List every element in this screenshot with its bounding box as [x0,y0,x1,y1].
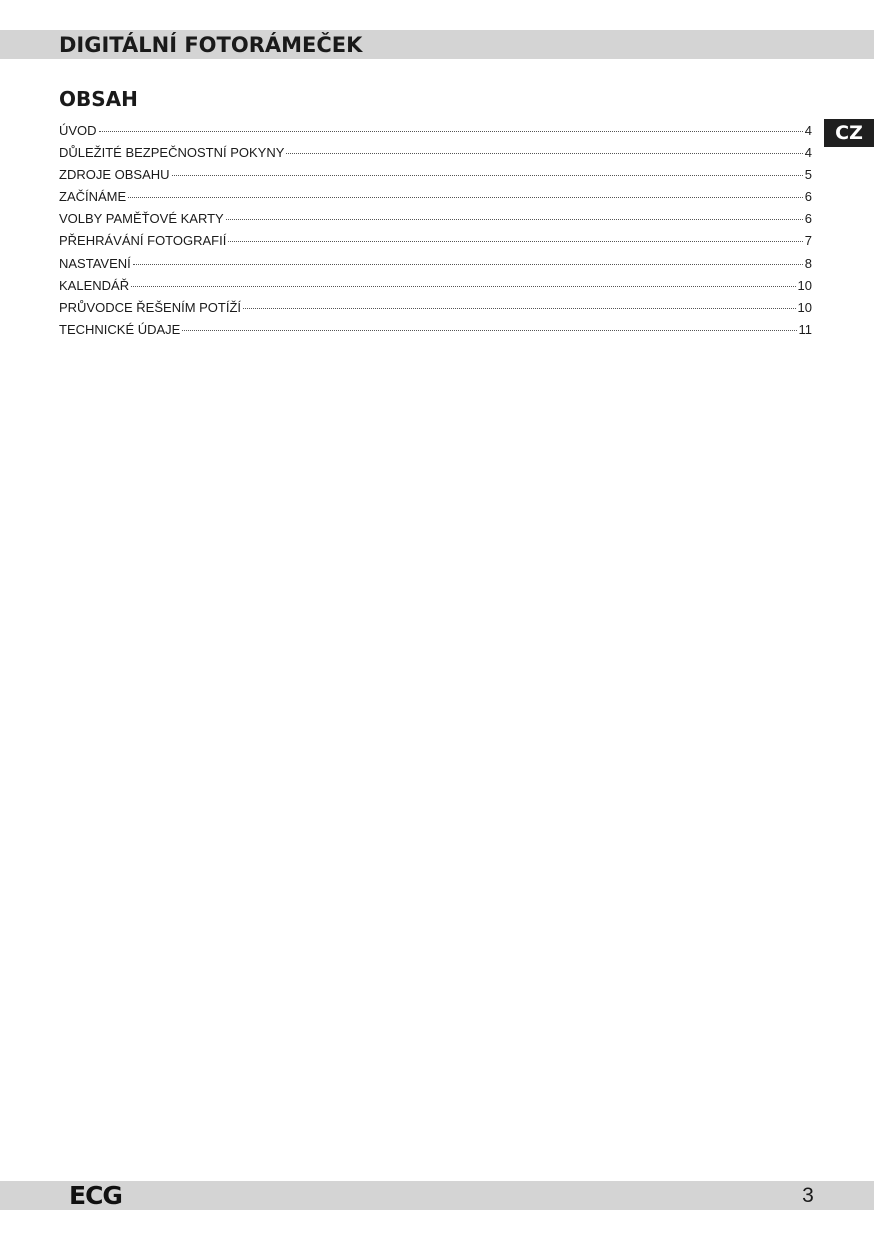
toc-entry-title: ZDROJE OBSAHU [59,167,170,183]
toc-entry-page: 7 [804,233,812,249]
toc-entry-title: PŘEHRÁVÁNÍ FOTOGRAFIÍ [59,233,227,249]
toc-entry-title: NASTAVENÍ [59,255,131,271]
toc-entry-page: 4 [804,145,812,161]
toc-dot-leader [243,308,796,309]
toc-entry[interactable] [59,187,812,209]
toc-entry-title: KALENDÁŘ [59,277,130,293]
toc-entry-page: 5 [804,167,812,183]
toc-entry[interactable] [59,254,812,276]
table-of-contents [59,121,812,342]
toc-dot-leader [226,219,803,220]
toc-entry-title: DŮLEŽITÉ BEZPEČNOSTNÍ POKYNY [59,145,285,161]
toc-entry-page: 10 [797,277,812,293]
toc-entry-page: 10 [797,299,812,315]
toc-dot-leader [228,241,802,242]
toc-entry[interactable] [59,276,812,298]
toc-entry[interactable] [59,320,812,342]
toc-dot-leader [286,153,802,154]
toc-entry[interactable] [59,121,812,143]
toc-dot-leader [133,264,803,265]
toc-dot-leader [99,131,803,132]
page-number: 3 [802,1184,814,1207]
toc-entry[interactable] [59,165,812,187]
toc-heading: OBSAH [59,87,138,111]
toc-dot-leader [172,175,803,176]
toc-entry-title: VOLBY PAMĚŤOVÉ KARTY [59,211,224,227]
toc-entry[interactable] [59,209,812,231]
toc-entry-title: TECHNICKÉ ÚDAJE [59,321,181,337]
toc-dot-leader [182,330,796,331]
toc-entry-page: 4 [804,123,812,138]
toc-entry-title: ÚVOD [59,123,97,138]
toc-entry-title: PRŮVODCE ŘEŠENÍM POTÍŽÍ [59,299,242,315]
document-title: DIGITÁLNÍ FOTORÁMEČEK [59,33,363,57]
footer-band [0,1181,874,1210]
toc-entry-page: 11 [798,321,812,337]
toc-entry[interactable] [59,231,812,253]
toc-entry-page: 8 [804,255,812,271]
language-tab: CZ [824,119,874,147]
brand-logo: ECG [69,1181,122,1210]
toc-entry-title: ZAČÍNÁME [59,189,127,205]
toc-entry-page: 6 [804,211,812,227]
toc-entry[interactable] [59,143,812,165]
toc-entry[interactable] [59,298,812,320]
toc-entry-page: 6 [804,189,812,205]
toc-dot-leader [128,197,803,198]
toc-dot-leader [131,286,795,287]
